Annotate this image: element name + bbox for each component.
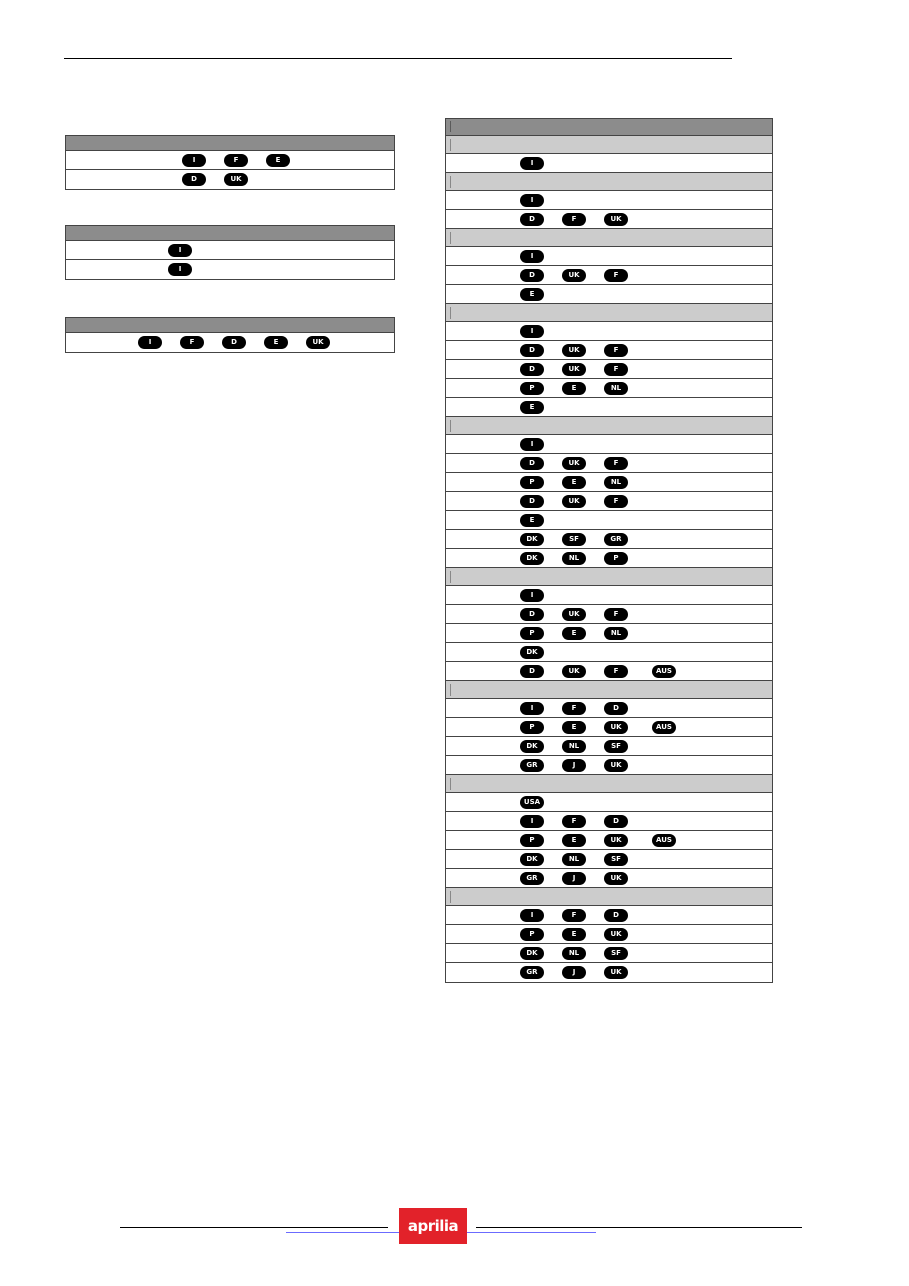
country-badge-d: D	[520, 344, 544, 357]
table-row	[446, 210, 772, 229]
country-badge-p: P	[520, 721, 544, 734]
country-badge-d: D	[520, 665, 544, 678]
country-badge-p: P	[604, 552, 628, 565]
table-row	[446, 869, 772, 888]
country-badge-sf: SF	[604, 740, 628, 753]
group-header	[446, 229, 772, 247]
country-badge-d: D	[604, 815, 628, 828]
country-badge-f: F	[604, 344, 628, 357]
country-badge-i: I	[520, 194, 544, 207]
table-row	[66, 241, 394, 260]
country-badge-uk: UK	[562, 495, 586, 508]
country-badge-uk: UK	[604, 928, 628, 941]
table-row	[446, 944, 772, 963]
country-badge-aus: AUS	[652, 834, 676, 847]
country-badge-p: P	[520, 382, 544, 395]
country-badge-dk: DK	[520, 853, 544, 866]
country-badge-dk: DK	[520, 646, 544, 659]
country-badge-sf: SF	[604, 853, 628, 866]
country-badge-uk: UK	[562, 269, 586, 282]
country-badge-uk: UK	[604, 834, 628, 847]
country-badge-gr: GR	[520, 966, 544, 979]
table-row	[446, 906, 772, 925]
country-badge-uk: UK	[562, 344, 586, 357]
country-badge-i: I	[168, 263, 192, 276]
table-row	[446, 756, 772, 775]
country-badge-i: I	[520, 702, 544, 715]
country-badge-d: D	[604, 909, 628, 922]
group-header	[446, 304, 772, 322]
country-badge-i: I	[520, 438, 544, 451]
country-badge-e: E	[562, 382, 586, 395]
table-row	[446, 341, 772, 360]
group-header	[446, 888, 772, 906]
table-row	[66, 151, 394, 170]
country-badge-i: I	[520, 909, 544, 922]
country-badge-gr: GR	[520, 759, 544, 772]
table-row	[446, 285, 772, 304]
country-badge-gr: GR	[520, 872, 544, 885]
country-badge-i: I	[520, 815, 544, 828]
country-badge-e: E	[520, 514, 544, 527]
country-badge-p: P	[520, 834, 544, 847]
country-badge-uk: UK	[604, 966, 628, 979]
country-badge-uk: UK	[562, 363, 586, 376]
country-badge-f: F	[604, 495, 628, 508]
country-badge-nl: NL	[562, 947, 586, 960]
table-row	[446, 925, 772, 944]
country-badge-dk: DK	[520, 740, 544, 753]
table-row	[446, 398, 772, 417]
country-badge-d: D	[520, 213, 544, 226]
table-row	[66, 260, 394, 279]
country-badge-j: J	[562, 759, 586, 772]
table-row	[446, 963, 772, 982]
table-row	[446, 624, 772, 643]
country-badge-f: F	[562, 815, 586, 828]
table-row	[446, 360, 772, 379]
country-badge-e: E	[562, 834, 586, 847]
country-badge-aus: AUS	[652, 721, 676, 734]
table-row	[446, 793, 772, 812]
country-badge-aus: AUS	[652, 665, 676, 678]
country-badge-e: E	[562, 928, 586, 941]
language-table-2	[65, 225, 395, 280]
table-row	[446, 586, 772, 605]
table-header	[66, 226, 394, 241]
country-badge-f: F	[562, 213, 586, 226]
table-row	[446, 154, 772, 173]
table-row	[446, 191, 772, 210]
country-badge-f: F	[604, 665, 628, 678]
country-badge-f: F	[604, 608, 628, 621]
footer-rule-right	[476, 1227, 802, 1228]
table-row	[446, 718, 772, 737]
table-row	[446, 435, 772, 454]
table-row	[446, 266, 772, 285]
country-badge-uk: UK	[562, 665, 586, 678]
footer-rule-left	[120, 1227, 388, 1228]
country-badge-sf: SF	[562, 533, 586, 546]
country-badge-i: I	[138, 336, 162, 349]
country-badge-e: E	[520, 401, 544, 414]
country-badge-d: D	[182, 173, 206, 186]
table-row	[446, 812, 772, 831]
aprilia-logo: aprilia	[399, 1208, 467, 1244]
country-badge-uk: UK	[604, 721, 628, 734]
country-badge-uk: UK	[604, 213, 628, 226]
table-row	[446, 530, 772, 549]
table-row	[446, 511, 772, 530]
table-row	[446, 737, 772, 756]
country-badge-e: E	[562, 476, 586, 489]
table-row	[446, 605, 772, 624]
country-badge-dk: DK	[520, 947, 544, 960]
country-badge-j: J	[562, 872, 586, 885]
country-badge-f: F	[562, 702, 586, 715]
country-badge-nl: NL	[604, 627, 628, 640]
country-badge-f: F	[224, 154, 248, 167]
language-table-3	[65, 317, 395, 353]
country-badge-nl: NL	[604, 476, 628, 489]
table-row	[66, 333, 394, 352]
country-badge-i: I	[168, 244, 192, 257]
country-badge-d: D	[520, 363, 544, 376]
country-badge-i: I	[182, 154, 206, 167]
country-badge-e: E	[562, 627, 586, 640]
group-header	[446, 568, 772, 586]
country-badge-uk: UK	[604, 872, 628, 885]
table-row	[446, 492, 772, 511]
group-header	[446, 417, 772, 435]
country-badge-f: F	[562, 909, 586, 922]
table-header	[66, 318, 394, 333]
table-row	[66, 170, 394, 189]
country-badge-d: D	[222, 336, 246, 349]
country-badge-gr: GR	[604, 533, 628, 546]
table-row	[446, 247, 772, 266]
country-badge-d: D	[520, 457, 544, 470]
country-badge-sf: SF	[604, 947, 628, 960]
country-badge-uk: UK	[604, 759, 628, 772]
country-badge-p: P	[520, 928, 544, 941]
table-row	[446, 831, 772, 850]
country-badge-uk: UK	[562, 457, 586, 470]
country-badge-uk: UK	[306, 336, 330, 349]
country-badge-nl: NL	[562, 853, 586, 866]
table-header	[66, 136, 394, 151]
top-rule	[64, 58, 732, 59]
country-badge-e: E	[562, 721, 586, 734]
country-badge-dk: DK	[520, 533, 544, 546]
table-row	[446, 473, 772, 492]
country-badge-d: D	[604, 702, 628, 715]
country-badge-i: I	[520, 325, 544, 338]
country-badge-nl: NL	[562, 740, 586, 753]
country-badge-usa: USA	[520, 796, 544, 809]
table-row	[446, 549, 772, 568]
group-header	[446, 681, 772, 699]
country-badge-nl: NL	[604, 382, 628, 395]
table-row	[446, 662, 772, 681]
country-badge-uk: UK	[224, 173, 248, 186]
group-header	[446, 173, 772, 191]
country-badge-nl: NL	[562, 552, 586, 565]
country-badge-p: P	[520, 476, 544, 489]
table-row	[446, 454, 772, 473]
country-badge-i: I	[520, 157, 544, 170]
country-badge-e: E	[520, 288, 544, 301]
country-badge-f: F	[604, 457, 628, 470]
table-row	[446, 643, 772, 662]
country-badge-j: J	[562, 966, 586, 979]
country-badge-d: D	[520, 269, 544, 282]
country-badge-dk: DK	[520, 552, 544, 565]
table-row	[446, 322, 772, 341]
table-row	[446, 379, 772, 398]
country-badge-d: D	[520, 608, 544, 621]
table-header	[446, 119, 772, 136]
country-badge-uk: UK	[562, 608, 586, 621]
country-language-table	[445, 118, 773, 983]
country-badge-p: P	[520, 627, 544, 640]
country-badge-f: F	[604, 363, 628, 376]
table-row	[446, 699, 772, 718]
country-badge-d: D	[520, 495, 544, 508]
group-header	[446, 775, 772, 793]
language-table-1	[65, 135, 395, 190]
table-row	[446, 850, 772, 869]
country-badge-e: E	[264, 336, 288, 349]
country-badge-i: I	[520, 250, 544, 263]
group-header	[446, 136, 772, 154]
country-badge-i: I	[520, 589, 544, 602]
country-badge-e: E	[266, 154, 290, 167]
country-badge-f: F	[180, 336, 204, 349]
country-badge-f: F	[604, 269, 628, 282]
